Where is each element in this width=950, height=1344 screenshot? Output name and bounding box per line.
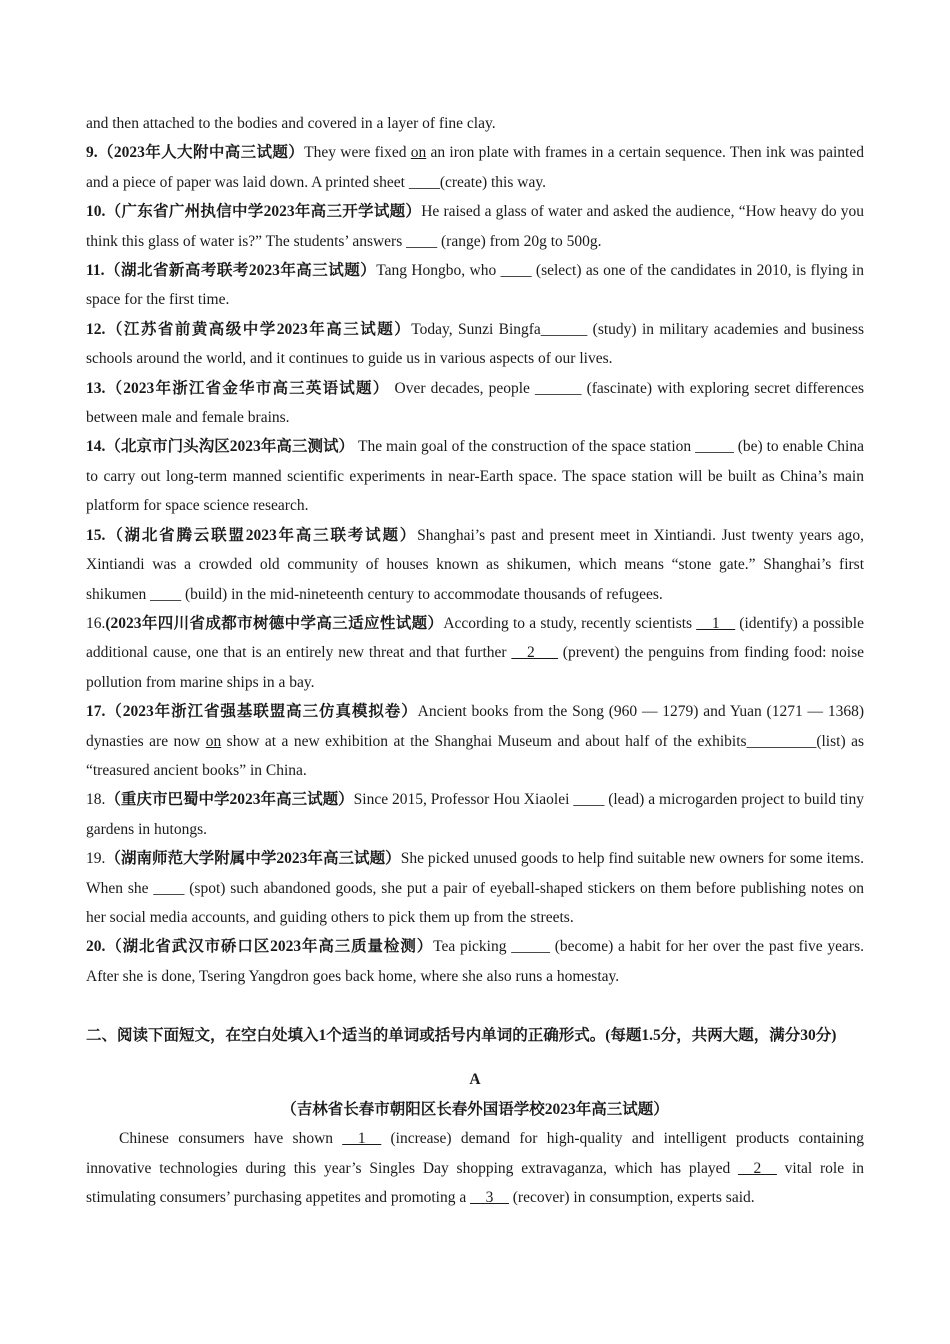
question-number: 18. [86, 791, 106, 809]
question-source: （重庆市巴蜀中学2023年高三试题） [105, 791, 354, 809]
question-source: （湖北省腾云联盟2023年高三联考试题） [105, 526, 418, 544]
underlined-word: on [410, 144, 427, 162]
question-text: an iron plate with frames in a certain sequence. Then ink was painted and a piece of paper was laid down. A printed sheet ____(create) this way. [86, 144, 864, 191]
question-number: 11. [86, 262, 105, 280]
passage-text: (recover) in consumption, experts said. [508, 1189, 755, 1207]
question-text: Tang Hongbo, who ____ (select) as one of the candidates in 2010, is flying in space for the first time. [86, 262, 864, 309]
question-source: （湖北省武汉市硚口区2023年高三质量检测） [105, 938, 434, 956]
question-number: 9. [86, 144, 98, 162]
question-text: She picked unused goods to help find suitable new owners for some items. When she ____ (spot) such abandoned goods, she put a pair of eyeball-shaped stickers on them before publishing notes on her social media accounts, and guiding others to pick them up from the streets. [86, 850, 864, 926]
question-10 [86, 197, 864, 256]
question-text: Tea picking _____ (become) a habit for her over the past five years. After she is done, Tsering Yangdron goes back home, where she also runs a homestay. [86, 938, 864, 985]
question-number: 14. [86, 438, 106, 456]
question-15 [86, 521, 864, 609]
question-20 [86, 932, 864, 991]
question-source: (2023年四川省成都市树德中学高三适应性试题） [105, 614, 444, 632]
intro-line: and then attached to the bodies and covered in a layer of fine clay. [86, 115, 496, 132]
passage-paragraph [86, 1124, 864, 1212]
blank-2: __2__ [738, 1159, 777, 1177]
question-source: （北京市门头沟区2023年高三测试） [105, 438, 355, 456]
question-source: （江苏省前黄高级中学2023年高三试题） [105, 320, 412, 338]
question-text: (identify) a possible additional cause, one that is an entirely new threat and that further [86, 614, 864, 662]
part-label: A [469, 1071, 481, 1089]
question-text: Over decades, people ______ (fascinate) with exploring secret differences between male and female brains. [86, 379, 864, 427]
question-number: 15. [86, 526, 106, 544]
document-page [86, 109, 864, 1213]
question-16 [86, 609, 864, 697]
question-14 [86, 432, 864, 520]
question-text: According to a study, recently scientists [443, 614, 697, 632]
question-number: 19. [86, 850, 106, 868]
passage-text: (increase) demand for high-quality and intelligent products containing innovative technologies during this year’s Singles Day shopping extravaganza, which has played [86, 1130, 864, 1177]
question-source: （2023年浙江省金华市高三英语试题） [105, 379, 390, 397]
question-text: The main goal of the construction of the space station _____ (be) to enable China to carry out long-term manned scientific experiments in near-Earth space. The space station will be built as China’s main platform for space science research. [86, 438, 864, 515]
question-19 [86, 844, 864, 932]
question-text: Shanghai’s past and present meet in Xintiandi. Just twenty years ago, Xintiandi was a crowded old community of houses known as shikumen, which means “stone gate.” Shanghai’s first shikumen ____ (build) in the mid-nineteenth century to accommodate thousands of refugees. [86, 526, 864, 603]
question-11 [86, 256, 864, 315]
question-text: Since 2015, Professor Hou Xiaolei ____ (lead) a microgarden project to build tiny gardens in hutongs. [86, 791, 864, 838]
blank-1: __1__ [342, 1130, 382, 1148]
part-source: （吉林省长春市朝阳区长春外国语学校2023年高三试题） [281, 1100, 669, 1118]
question-number: 12. [86, 320, 106, 338]
question-18 [86, 785, 864, 844]
question-source: （2023年人大附中高三试题） [97, 144, 305, 162]
question-number: 13. [86, 379, 106, 397]
blank-2: __2___ [511, 644, 558, 662]
question-number: 10. [86, 203, 106, 221]
question-number: 16. [86, 614, 106, 632]
question-source: （湖北省新高考联考2023年高三试题） [104, 262, 377, 280]
section-heading: 二、阅读下面短文，在空白处填入1个适当的单词或括号内单词的正确形式。(每题1.5分，共两大题，满分30分) [86, 1026, 837, 1044]
question-text: show at a new exhibition at the Shanghai Museum and about half of the exhibits_________(list) as “treasured ancient books” in China. [86, 732, 864, 779]
blank-1: __1__ [696, 614, 736, 632]
blank-3: __3__ [470, 1189, 509, 1207]
passage-text: vital role in stimulating consumers’ purchasing appetites and promoting a [86, 1159, 865, 1207]
question-source: （湖南师范大学附属中学2023年高三试题） [105, 850, 401, 868]
question-text: Ancient books from the Song (960 — 1279) and Yuan (1271 — 1368) dynasties are now [86, 703, 864, 750]
question-12 [86, 315, 864, 374]
question-source: （2023年浙江省强基联盟高三仿真模拟卷） [105, 703, 418, 721]
question-number: 17. [86, 703, 106, 721]
question-9 [86, 138, 864, 197]
question-source: （广东省广州执信中学2023年高三开学试题） [105, 203, 422, 221]
underlined-word: on [205, 732, 222, 750]
question-13 [86, 374, 864, 433]
question-text: (prevent) the penguins from finding food: noise pollution from marine ships in a bay. [86, 644, 864, 691]
question-text: He raised a glass of water and asked the audience, “How heavy do you think this glass of water is?” The students’ answers ____ (range) from 20g to 500g. [86, 203, 864, 250]
question-text: Today, Sunzi Bingfa______ (study) in military academies and business schools around the world, and it continues to guide us in various aspects of our lives. [86, 320, 864, 368]
question-17 [86, 697, 864, 785]
passage-text: Chinese consumers have shown [119, 1130, 343, 1148]
question-number: 20. [86, 938, 106, 956]
question-text: They were fixed [304, 144, 411, 162]
